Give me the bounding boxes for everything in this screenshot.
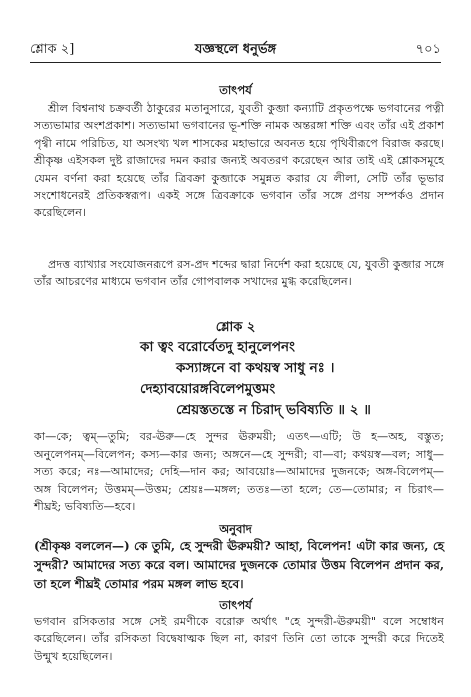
page-number: ৭০১ [415, 42, 441, 57]
verse-title: শ্লোক ২ [215, 320, 256, 335]
purport-paragraph-2: প্রদত্ত ব্যাখ্যার সংযোজনরূপে রস-প্রদ শব্দের দ্বারা নির্দেশ করা হয়েছে যে, যুবতী কুব্জার সঙ্গে তাঁর আচরণের মাধ্যমে ভগবান তাঁর গোপবালক সখাদের মুগ্ধ করেছিলেন। [34, 258, 444, 289]
purport-heading-2: তাৎপর্য [219, 598, 252, 612]
translation-text: (শ্রীকৃষ্ণ বললেন—) কে তুমি, হে সুন্দরী ঊরুময়ী? আহা, বিলেপন! এটা কার জন্য, হে সুন্দরী? আমাদের সত্য করে বল। আমাদের দুজনকে তোমার উত্তম বিলেপন প্রদান কর, তা হলে শীঘ্রই তোমার পরম মঙ্গল লাভ হবে। [34, 539, 444, 591]
page-header [30, 40, 441, 60]
verse-line-2: কস্যাঙ্গনে বা কথয়স্ব সাধু নঃ । [176, 360, 335, 376]
purport-bottom-text: ভগবান রসিকতার সঙ্গে সেই রমণীকে বরোরু অর্থাৎ "হে সুন্দরী-ঊরুময়ী" বলে সম্বোধন করেছিলেন। তাঁর রসিকতা বিদ্বেষাত্মক ছিল না, কারণ তিনি তো তাকে সুন্দরী করে দিতেই উন্মুখ হয়েছিলেন। [34, 615, 444, 663]
translation-heading: অনুবাদ [219, 522, 252, 536]
verse-line-1: কা ত্বং বরোর্বেতদু হানুলেপনং [140, 339, 295, 355]
chapter-verse-ref: শ্লোক ২] [30, 42, 75, 57]
purport-heading: তাৎপর্য [219, 83, 252, 97]
header-rule [30, 62, 441, 63]
purport-paragraph-1: শ্রীল বিশ্বনাথ চক্রবর্তী ঠাকুরের মতানুসারে, যুবতী কুব্জা কন্যাটি প্রকৃতপক্ষে ভগবানের পত্নী সত্যভামার অংশপ্রকাশ। সত্যভামা ভগবানের ভূ-শক্তি নামক অন্তরঙ্গা শক্তি এবং তাঁর এই প্রকাশ পৃথ্বী নামে পরিচিত, যা অসংখ্য খল শাসকের মহাভারে অবনত হয়ে পৃথিবীরূপে বিরাজ করছে। শ্রীকৃষ্ণ এইসকল দুষ্ট রাজাদের দমন করার জন্যই অবতরণ করেছেন আর তাই এই শ্লোকসমূহে যেমন বর্ণনা করা হয়েছে তাঁর ত্রিবক্রা কুব্জাকে সমুন্নত করার যে লীলা, সেটি তাঁর ভূভার সংশোধনেরই প্রতিকস্বরূপ। একই সঙ্গে ত্রিবক্রাকে ভগবান তাঁর সঙ্গে প্রণয় সম্পর্কও প্রদান করেছিলেন। [34, 102, 444, 220]
verse-line-4: শ্রেয়স্ততস্তে ন চিরাদ্ ভবিষ্যতি ॥ ২ ॥ [176, 402, 371, 418]
verse-line-3: দেহ্যাবয়োরঙ্গবিলেপমুত্তমং [140, 381, 276, 397]
synonyms: কা—কে; ত্বম্—তুমি; বর-ঊরু—হে সুন্দর ঊরুময়ী; এতৎ—এটি; উ হ—অহ, বস্তুত; অনুলেপনম্—বিলেপন; কস্য—কার জন্য; অঙ্গনে—হে সুন্দরী; বা—বা; কথয়স্ব—বল; সাধু—সত্য করে; নঃ—আমাদের; দেহি—দান কর; আবয়োঃ—আমাদের দুজনকে; অঙ্গ-বিলেপম্—অঙ্গ বিলেপন; উত্তমম্—উত্তম; শ্রেয়ঃ—মঙ্গল; ততঃ—তা হলে; তে—তোমার; ন চিরাৎ—শীঘ্রই; ভবিষ্যতি—হবে। [34, 430, 444, 514]
chapter-title: যজ্ঞস্থলে ধনুর্ভঙ্গ [194, 42, 277, 57]
